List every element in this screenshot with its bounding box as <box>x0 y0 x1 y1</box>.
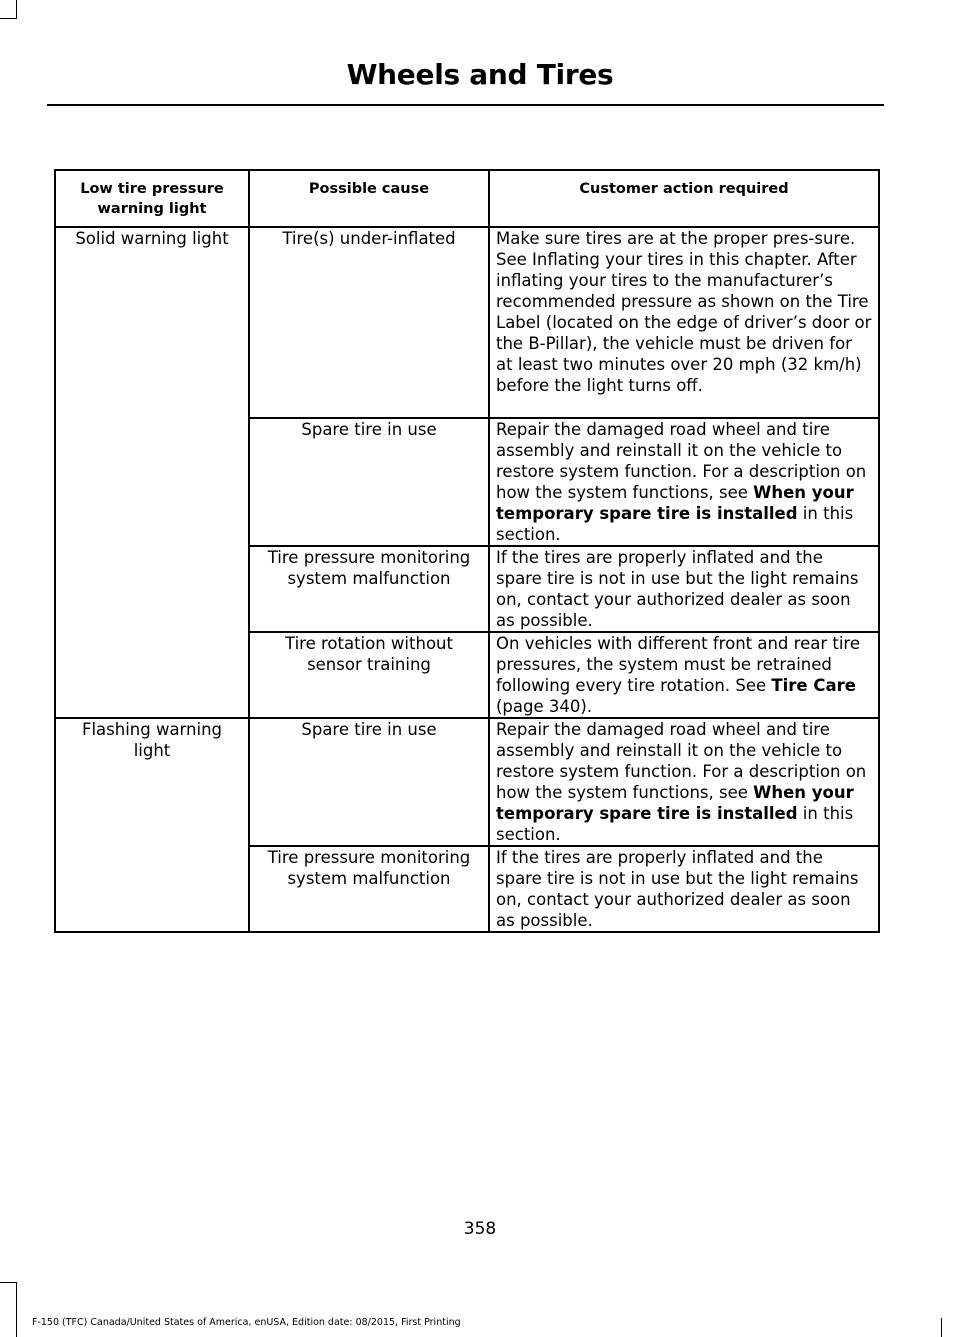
header-light: Low tire pressure warning light <box>55 170 249 227</box>
cause-cell: Tire(s) under-inflated <box>249 227 489 418</box>
action-text: in this section. <box>496 804 854 844</box>
header-cause: Possible cause <box>249 170 489 227</box>
cause-cell: Tire pressure monitoring system malfunction <box>249 846 489 932</box>
table-header-row <box>55 170 879 227</box>
cause-cell: Spare tire in use <box>249 418 489 546</box>
crop-mark-top-left-h <box>0 18 17 19</box>
header-action: Customer action required <box>489 170 879 227</box>
action-text: On vehicles with different front and rear tire pressures, the system must be retrained following every tire rotation. See <box>496 634 860 695</box>
section-reference: When your temporary spare tire is installed <box>496 783 854 823</box>
cause-cell: Tire rotation without sensor training <box>249 632 489 718</box>
footer-text: F-150 (TFC) Canada/United States of America, enUSA, Edition date: 08/2015, First Printing <box>32 1317 461 1328</box>
title-rule <box>47 104 884 106</box>
page-title: Wheels and Tires <box>346 58 614 91</box>
section-reference: Tire Care <box>771 676 856 695</box>
action-cell: If the tires are properly inflated and the spare tire is not in use but the light remains on, contact your authorized dealer as soon as possible. <box>489 546 879 632</box>
section-reference: When your temporary spare tire is installed <box>496 483 854 523</box>
crop-mark-top-left-v <box>16 0 17 18</box>
cause-cell: Tire pressure monitoring system malfunction <box>249 546 489 632</box>
crop-mark-bottom-left-h <box>0 1282 17 1283</box>
action-cell <box>489 718 879 846</box>
tpms-warning-table <box>54 169 880 933</box>
light-solid: Solid warning light <box>55 227 249 718</box>
action-cell: Make sure tires are at the proper pres-sure. See Inflating your tires in this chapter. After inflating your tires to the manufacturer’s recommended pressure as shown on the Tire Label (located on the edge of driver’s door or the B-Pillar), the vehicle must be driven for at least two minutes over 20 mph (32 km/h) before the light turns off. <box>489 227 879 418</box>
table-row <box>55 227 879 418</box>
action-text: Repair the damaged road wheel and tire assembly and reinstall it on the vehicle to restore system function. For a description on how the system functions, see <box>496 720 867 802</box>
action-text: Repair the damaged road wheel and tire assembly and reinstall it on the vehicle to restore system function. For a description on how the system functions, see <box>496 420 867 502</box>
table-row <box>55 718 879 846</box>
action-cell: If the tires are properly inflated and the spare tire is not in use but the light remains on, contact your authorized dealer as soon as possible. <box>489 846 879 932</box>
cause-cell: Spare tire in use <box>249 718 489 846</box>
action-text: in this section. <box>496 504 854 544</box>
crop-mark-bottom-right <box>941 1318 942 1337</box>
page-number: 358 <box>463 1219 497 1239</box>
action-text: (page 340). <box>496 697 593 716</box>
action-cell <box>489 632 879 718</box>
light-flashing: Flashing warning light <box>55 718 249 932</box>
crop-mark-bottom-left <box>16 1282 17 1337</box>
action-cell <box>489 418 879 546</box>
